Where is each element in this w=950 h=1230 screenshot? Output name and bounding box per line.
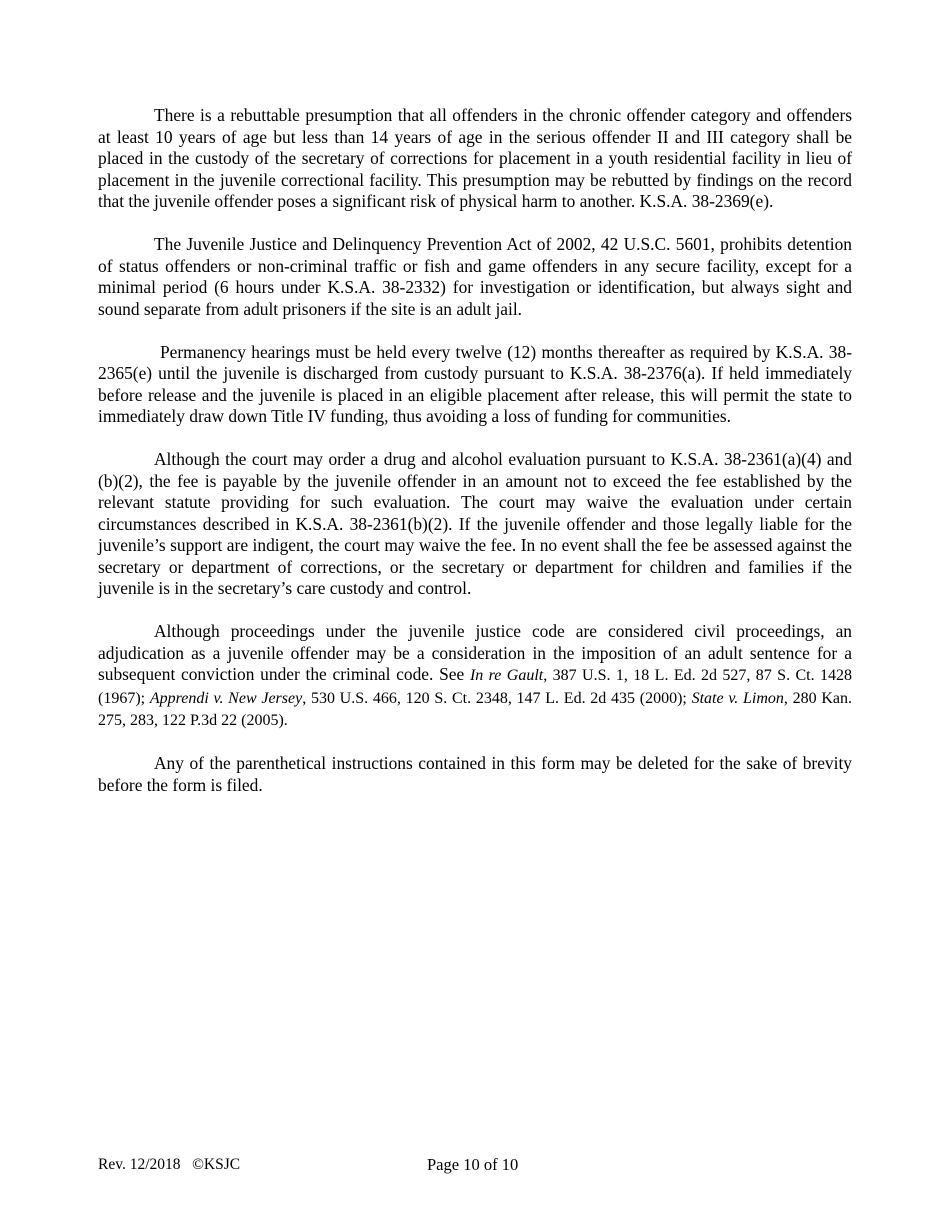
page-footer (98, 1155, 852, 1177)
paragraph-civil-proceedings-text: Although proceedings under the juvenile justice code are considered civil proceedings, an adjudication as a juvenile offender may be a consideration in the imposition of an adult sentence for a subsequent conviction under the criminal code. See (98, 621, 852, 684)
footer-revision: Rev. 12/2018 ©KSJC (98, 1156, 241, 1173)
paragraph-jjdpa: The Juvenile Justice and Delinquency Prevention Act of 2002, 42 U.S.C. 5601, prohibits detention of status offenders or non-criminal traffic or fish and game offenders in any secure facility, except for a minimal period (6 hours under K.S.A. 38-2332) for investigation or identification, but always sight and sound separate from adult prisoners if the site is an adult jail. (98, 234, 852, 319)
paragraph-civil-proceedings (98, 621, 852, 732)
paragraph-permanency-hearings: Permanency hearings must be held every twelve (12) months thereafter as required by K.S.A. 38-2365(e) until the juvenile is discharged from custody pursuant to K.S.A. 38-2376(a). If held immediately before release and the juvenile is placed in an eligible placement after release, this will permit the state to immediately draw down Title IV funding, thus avoiding a loss of funding for communities. (98, 341, 852, 426)
case-name-apprendi: Apprendi v. New Jersey (149, 689, 303, 707)
paragraph-drug-alcohol-evaluation: Although the court may order a drug and alcohol evaluation pursuant to K.S.A. 38-2361(a)(4) and (b)(2), the fee is payable by the juvenile offender in an amount not to exceed the fee established by the relevant statute providing for such evaluation. The court may waive the evaluation under certain circumstances described in K.S.A. 38-2361(b)(2). If the juvenile offender and those legally liable for the juvenile’s support are indigent, the court may waive the fee. In no event shall the fee be assessed against the secretary or department of corrections, or the secretary or department for children and families if the juvenile is in the secretary’s care custody and control. (98, 449, 852, 598)
paragraph-parenthetical-instructions: Any of the parenthetical instructions contained in this form may be deleted for the sake of brevity before the form is filed. (98, 753, 852, 795)
footer-page-number: Page 10 of 10 (427, 1155, 519, 1174)
case-cite-in-re-gault: , 387 U.S. 1, 18 L. Ed. 2d 527, 87 S. Ct. 1428 (1967); (98, 667, 852, 707)
paragraph-rebuttable-presumption: There is a rebuttable presumption that all offenders in the chronic offender category and offenders at least 10 years of age but less than 14 years of age in the serious offender II and III category shall be placed in the custody of the secretary of corrections for placement in a youth residential facility in lieu of placement in the juvenile correctional facility. This presumption may be rebutted by findings on the record that the juvenile offender poses a significant risk of physical harm to another. K.S.A. 38-2369(e). (98, 105, 852, 211)
case-cite-apprendi: , 530 U.S. 466, 120 S. Ct. 2348, 147 L. Ed. 2d 435 (2000); (302, 689, 692, 707)
case-name-in-re-gault: In re Gault (469, 667, 544, 684)
document-body (98, 105, 852, 818)
case-name-state-v-limon: State v. Limon (691, 689, 784, 707)
case-cite-state-v-limon: , 280 Kan. 275, 283, 122 P.3d 22 (2005). (98, 689, 853, 729)
citation-apprendi (150, 690, 692, 707)
